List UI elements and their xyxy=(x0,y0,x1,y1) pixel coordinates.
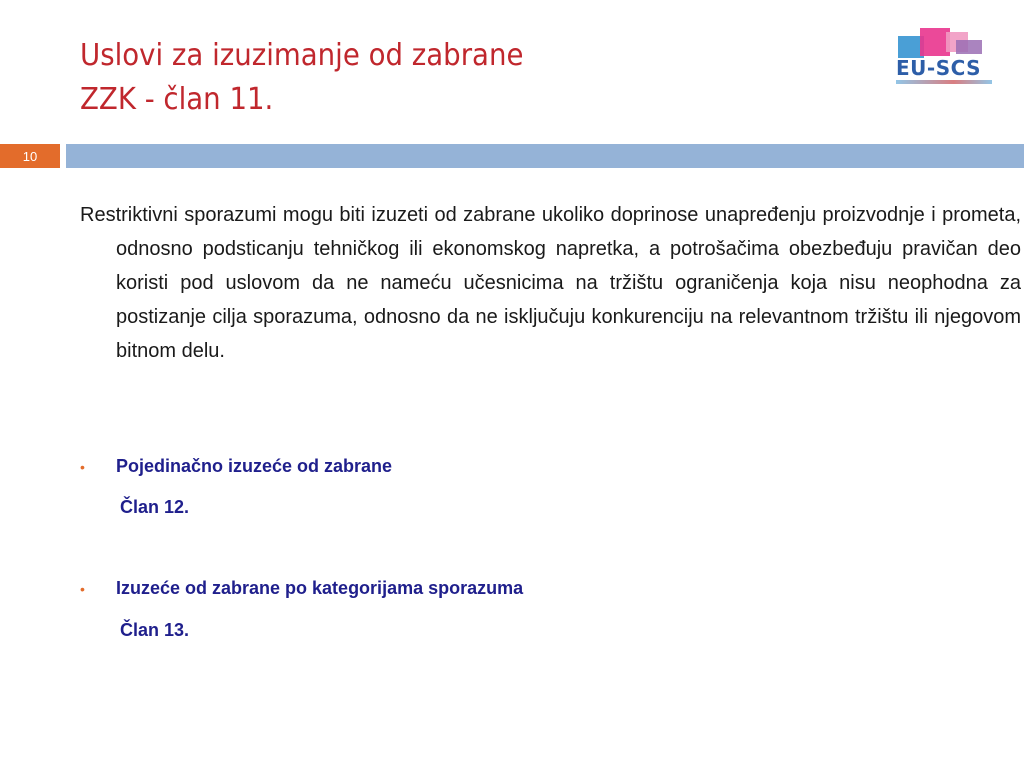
bullet-sub-1: Član 12. xyxy=(120,497,190,517)
body-paragraph: Restriktivni sporazumi mogu biti izuzeti od zabrane ukoliko doprinose unapređenju proizvodnje i prometa, odnosno podsticanju tehničkog ili ekonomskog napretka, a potrošačima obezbeđuju pravičan deo koristi pod uslovom da ne nameću učesnicima na tržištu ograničenja koja nisu neophodna za postizanje cilja sporazuma, odnosno da ne isključuju konkurenciju na relevantnom tržištu ili njegovom bitnom delu. xyxy=(80,204,1021,362)
bullet-label-2: Izuzeće od zabrane po kategorijama sporazuma xyxy=(116,578,524,598)
title-line-1: Uslovi za izuzimanje od zabrane xyxy=(80,38,524,73)
bullet-label-1: Pojedinačno izuzeće od zabrane xyxy=(116,456,393,476)
logo-tagline-strip xyxy=(896,80,992,84)
bullet-item-1 xyxy=(80,456,392,477)
header-divider-bar xyxy=(66,144,1024,168)
eu-scs-logo xyxy=(896,28,992,88)
bullet-dot-icon: • xyxy=(80,581,85,597)
slide-number: 10 xyxy=(0,144,60,168)
logo-text: EU-SCS xyxy=(896,56,982,80)
logo-square-purple xyxy=(956,40,982,54)
slide-title xyxy=(80,34,523,122)
bullet-item-2 xyxy=(80,578,523,599)
bullet-dot-icon: • xyxy=(80,459,85,475)
title-line-2: ZZK - član 11. xyxy=(80,82,274,117)
bullet-sub-2: Član 13. xyxy=(120,620,190,640)
